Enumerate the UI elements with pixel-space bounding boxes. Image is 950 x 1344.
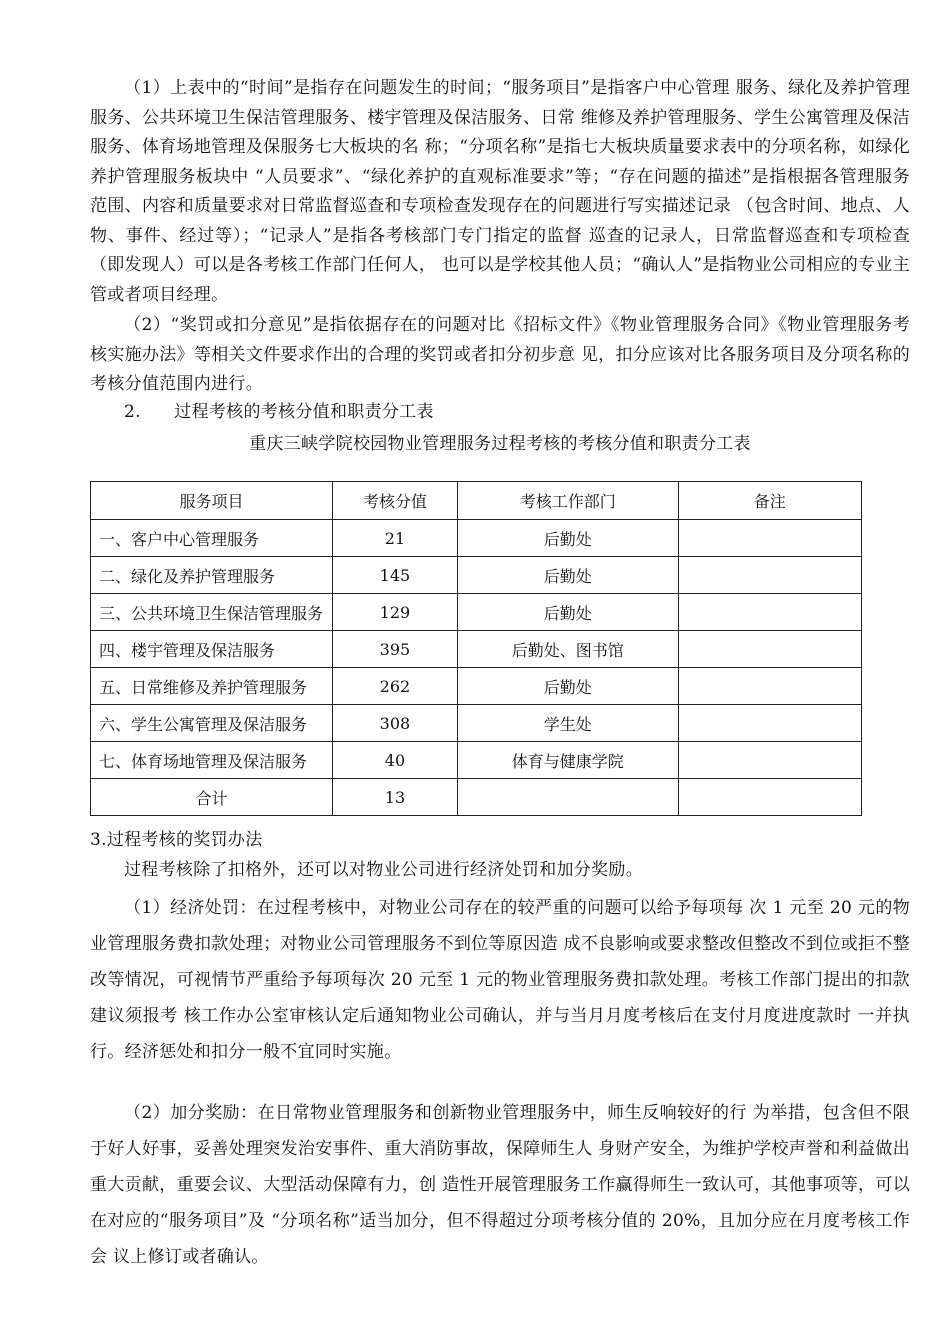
row-department: 后勤处: [457, 594, 678, 631]
row-score: 129: [333, 594, 458, 631]
bonus-reward-paragraph: （2）加分奖励：在日常物业管理服务和创新物业管理服务中，师生反响较好的行 为举措，包含但不限于好人好事，妥善处理突发治安事件、重大消防事故，保障师生人 身财产安全，为维护学校声誉和利益做出重大贡献，重要会议、大型活动保障有力，创 造性开展管理服务工作赢得师生一致认可，其他事项等，可以在对应的“服务项目”及 “分项名称”适当加分，但不得超过分项考核分值的 20%，且加分应在月度考核工作会 议上修订或者确认。: [90, 1103, 910, 1267]
economic-penalty-paragraph: （1）经济处罚：在过程考核中，对物业公司存在的较严重的问题可以给予每项每 次 1 元至 20 元的物业管理服务费扣款处理；对物业公司管理服务不到位等原因造 成不良影响或要求整改但整改不到位或拒不整改等情况，可视情节严重给予每项每次 20 元至 1 元的物业管理服务费扣款处理。考核工作部门提出的扣款建议须报考 核工作办公室审核认定后通知物业公司确认，并与当月月度考核后在支付月度进度款时 一并执行。经济惩处和扣分一般不宜同时实施。: [90, 898, 910, 1062]
score-table: [90, 481, 862, 816]
row-department: 后勤处、图书馆: [457, 631, 678, 668]
total-note: [678, 779, 861, 816]
header-department: 考核工作部门: [457, 482, 678, 520]
table-title: 重庆三峡学院校园物业管理服务过程考核的考核分值和职责分工表: [249, 434, 751, 454]
row-item: 四、楼宇管理及保洁服务: [91, 631, 333, 668]
total-score: 13: [333, 779, 458, 816]
row-department: 后勤处: [457, 520, 678, 557]
row-department: 体育与健康学院: [457, 742, 678, 779]
table-row: [91, 594, 862, 631]
row-note: [678, 705, 861, 742]
row-item: 六、学生公寓管理及保洁服务: [91, 705, 333, 742]
section-3-intro: 过程考核除了扣格外，还可以对物业公司进行经济处罚和加分奖励。: [124, 860, 643, 880]
table-row: [91, 742, 862, 779]
row-score: 21: [333, 520, 458, 557]
note-paragraph-1: （1）上表中的“时间”是指存在问题发生的时间；“服务项目”是指客户中心管理 服务、绿化及养护管理服务、公共环境卫生保洁管理服务、楼宇管理及保洁服务、日常 维修及养护管理服务、学生公寓管理及保洁服务、体育场地管理及保服务七大板块的名 称；“分项名称”是指七大板块质量要求表中的分项名称，如绿化养护管理服务板块中 “人员要求”、“绿化养护的直观标准要求”等；“存在问题的描述”是指根据各管理服务范围、内容和质量要求对日常监督巡查和专项检查发现存在的问题进行写实描述记录 （包含时间、地点、人物、事件、经过等）；“记录人”是指各考核部门专门指定的监督 巡查的记录人，日常监督巡查和专项检查（即发现人）可以是各考核工作部门任何人， 也可以是学校其他人员；“确认人”是指物业公司相应的专业主管或者项目经理。: [90, 78, 910, 305]
row-item: 二、绿化及养护管理服务: [91, 557, 333, 594]
row-item: 七、体育场地管理及保洁服务: [91, 742, 333, 779]
total-label: 合计: [91, 779, 333, 816]
row-note: [678, 668, 861, 705]
row-note: [678, 594, 861, 631]
row-score: 308: [333, 705, 458, 742]
header-service-item: 服务项目: [91, 482, 333, 520]
table-row: [91, 557, 862, 594]
table-row: [91, 631, 862, 668]
table-row: [91, 705, 862, 742]
row-department: 学生处: [457, 705, 678, 742]
section-2-number: 2.: [124, 402, 141, 422]
row-score: 262: [333, 668, 458, 705]
section-2-heading: [124, 398, 434, 426]
header-note: 备注: [678, 482, 861, 520]
row-score: 40: [333, 742, 458, 779]
note-paragraph-2: （2）“奖罚或扣分意见”是指依据存在的问题对比《招标文件》《物业管理服务合同》《物业管理服务考核实施办法》等相关文件要求作出的合理的奖罚或者扣分初步意 见，扣分应该对比各服务项目及分项名称的考核分值范围内进行。: [90, 315, 910, 394]
row-score: 395: [333, 631, 458, 668]
section-3-heading: 3.过程考核的奖罚办法: [90, 830, 263, 850]
row-department: 后勤处: [457, 668, 678, 705]
row-note: [678, 631, 861, 668]
table-total-row: [91, 779, 862, 816]
row-score: 145: [333, 557, 458, 594]
table-header-row: [91, 482, 862, 520]
row-item: 一、客户中心管理服务: [91, 520, 333, 557]
table-row: [91, 668, 862, 705]
header-score: 考核分值: [333, 482, 458, 520]
row-note: [678, 742, 861, 779]
row-item: 五、日常维修及养护管理服务: [91, 668, 333, 705]
total-department: [457, 779, 678, 816]
section-2-title: 过程考核的考核分值和职责分工表: [174, 402, 434, 422]
row-note: [678, 520, 861, 557]
row-note: [678, 557, 861, 594]
row-department: 后勤处: [457, 557, 678, 594]
table-row: [91, 520, 862, 557]
row-item: 三、公共环境卫生保洁管理服务: [91, 594, 333, 631]
